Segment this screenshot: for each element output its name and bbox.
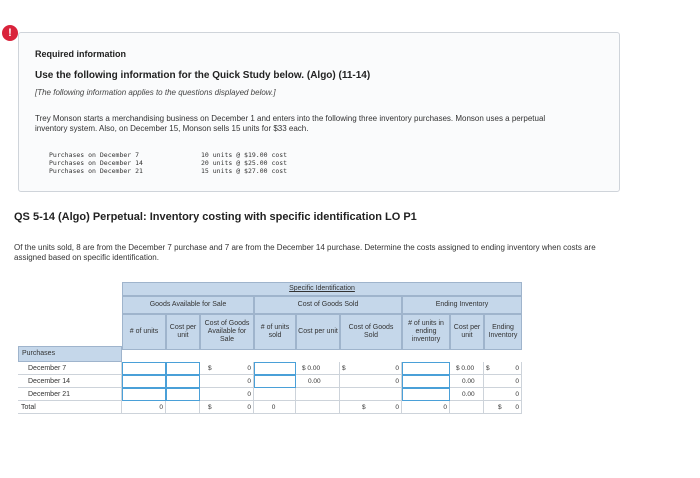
question-title: QS 5-14 (Algo) Perpetual: Inventory costing with specific identification LO P1	[14, 211, 417, 223]
dec7-cga-value: $ 0	[200, 362, 254, 375]
col-cost-unit-header: Cost per unit	[166, 314, 200, 350]
col-cost-end-header: Cost per unit	[450, 314, 484, 350]
dec21-cogs-blank	[340, 388, 402, 401]
dec21-cga-value: 0	[200, 388, 254, 401]
total-end-inv-value: $ 0	[484, 401, 522, 414]
total-cogs-value: $ 0	[340, 401, 402, 414]
purchase-row: Purchases on December 14 20 units @ $25.00 cost	[49, 159, 288, 167]
dec14-units-end-input[interactable]	[402, 375, 450, 388]
required-info-box	[18, 32, 620, 192]
total-units-value: 0	[122, 401, 166, 414]
dec21-cost-unit-input[interactable]	[166, 388, 200, 401]
dec14-cogs-value: 0	[340, 375, 402, 388]
dec14-units-sold-input[interactable]	[254, 375, 296, 388]
purchase-row: Purchases on December 21 15 units @ $27.00 cost	[49, 167, 288, 175]
dec7-units-input[interactable]	[122, 362, 166, 375]
dec7-cost-unit-input[interactable]	[166, 362, 200, 375]
alert-icon: !	[2, 25, 18, 41]
dec14-cost-per-unit-value: 0.00	[296, 375, 340, 388]
dec7-cost-per-unit-value: $ 0.00	[296, 362, 340, 375]
question-text: Of the units sold, 8 are from the December 7 purchase and 7 are from the December 14 purchase. Determine the costs assigned to ending inventory when costs are assigned based on specific identification.	[14, 243, 596, 262]
purchases-list	[49, 151, 287, 175]
dec21-units-input[interactable]	[122, 388, 166, 401]
col-units-sold-header: # of units sold	[254, 314, 296, 350]
group-available-header: Goods Available for Sale	[122, 296, 254, 314]
dec7-end-inv-value: $ 0	[484, 362, 522, 375]
dec21-end-inv-value: 0	[484, 388, 522, 401]
dec7-cost-end-value: $ 0.00	[450, 362, 484, 375]
total-units-end-value: 0	[402, 401, 450, 414]
col-units-header: # of units	[122, 314, 166, 350]
col-cga-header: Cost of Goods Available for Sale	[200, 314, 254, 350]
col-units-end-header: # of units in ending inventory	[402, 314, 450, 350]
col-cogs-header: Cost of Goods Sold	[340, 314, 402, 350]
specific-identification-table	[18, 282, 522, 422]
total-cost-end-blank	[450, 401, 484, 414]
dec21-units-end-input[interactable]	[402, 388, 450, 401]
dec21-cost-per-unit-blank	[296, 388, 340, 401]
group-cogs-header: Cost of Goods Sold	[254, 296, 402, 314]
dec7-units-end-input[interactable]	[402, 362, 450, 375]
group-ending-header: Ending Inventory	[402, 296, 522, 314]
total-cost-per-unit-blank	[296, 401, 340, 414]
total-cost-unit-blank	[166, 401, 200, 414]
row-label-dec21: December 21	[18, 388, 122, 401]
dec21-units-sold-blank	[254, 388, 296, 401]
dec14-end-inv-value: 0	[484, 375, 522, 388]
dec14-cost-end-value: 0.00	[450, 375, 484, 388]
applies-note: [The following information applies to the questions displayed below.]	[35, 88, 276, 97]
dec21-cost-end-value: 0.00	[450, 388, 484, 401]
col-cost-per-unit-header: Cost per unit	[296, 314, 340, 350]
scenario-paragraph: Trey Monson starts a merchandising business on December 1 and enters into the following three inventory purchases. Monson uses a perpetual inventory system. Also, on December 15, Monson sells 15 units for $33 each.	[35, 114, 546, 133]
dec14-cost-unit-input[interactable]	[166, 375, 200, 388]
dec7-cogs-value: $ 0	[340, 362, 402, 375]
row-label-dec7: December 7	[18, 362, 122, 375]
super-header: Specific Identification	[122, 282, 522, 296]
use-info-line: Use the following information for the Quick Study below. (Algo) (11-14)	[35, 70, 371, 81]
row-label-dec14: December 14	[18, 375, 122, 388]
row-label-total: Total	[18, 401, 122, 414]
dec7-units-sold-input[interactable]	[254, 362, 296, 375]
purchase-row: Purchases on December 7 10 units @ $19.00 cost	[49, 151, 288, 159]
dec14-units-input[interactable]	[122, 375, 166, 388]
purchases-label: Purchases	[18, 346, 122, 362]
total-cga-value: $ 0	[200, 401, 254, 414]
dec14-cga-value: 0	[200, 375, 254, 388]
required-title: Required information	[35, 49, 127, 59]
col-end-inv-header: Ending Inventory	[484, 314, 522, 350]
total-units-sold-value: 0	[254, 401, 296, 414]
